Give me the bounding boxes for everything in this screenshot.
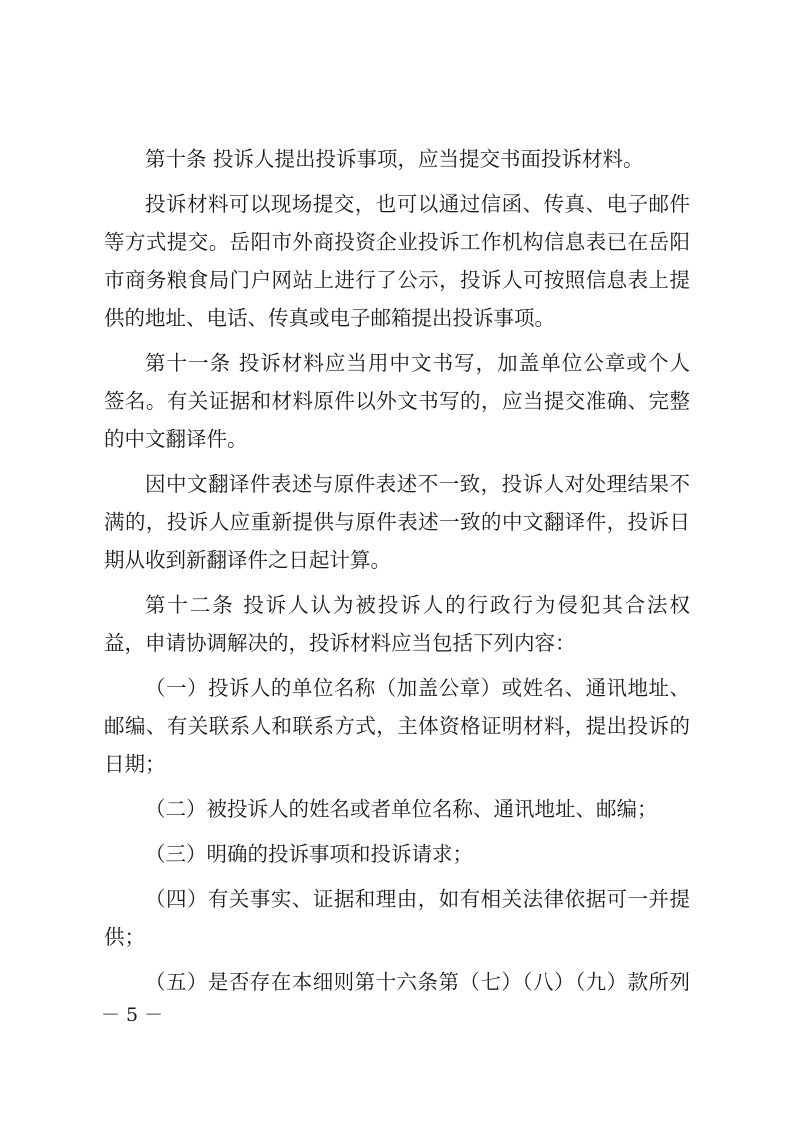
page-number: － 5 － xyxy=(101,1004,164,1026)
article-12-line-1: 第十二条 投诉人认为被投诉人的行政行为侵犯其合法权 xyxy=(145,593,690,617)
item-2-line-1: （二）被投诉人的姓名或者单位名称、通讯地址、邮编； xyxy=(145,797,658,821)
article-11-line-2: 签名。有关证据和材料原件以外文书写的，应当提交准确、完整 xyxy=(104,389,690,413)
article-11-line-1: 第十一条 投诉材料应当用中文书写，加盖单位公章或个人 xyxy=(145,351,690,375)
item-4-line-2: 供； xyxy=(104,925,145,949)
translation-clause-line-1: 因中文翻译件表述与原件表述不一致，投诉人对处理结果不 xyxy=(145,472,690,496)
translation-clause-line-2: 满的，投诉人应重新提供与原件表述一致的中文翻译件，投诉日 xyxy=(104,510,690,534)
item-5-line-1: （五）是否存在本细则第十六条第（七）（八）（九）款所列 xyxy=(145,970,690,994)
item-3-line-1: （三）明确的投诉事项和投诉请求； xyxy=(145,842,473,866)
submission-methods-line-1: 投诉材料可以现场提交，也可以通过信函、传真、电子邮件 xyxy=(145,192,690,216)
item-1-line-1: （一）投诉人的单位名称（加盖公章）或姓名、通讯地址、 xyxy=(145,676,690,700)
article-12-line-2: 益，申请协调解决的，投诉材料应当包括下列内容： xyxy=(104,631,576,655)
translation-clause-line-3: 期从收到新翻译件之日起计算。 xyxy=(104,548,391,572)
item-4-line-1: （四）有关事实、证据和理由，如有相关法律依据可一并提 xyxy=(145,887,690,911)
item-1-line-3: 日期； xyxy=(104,752,166,776)
article-10-line-1: 第十条 投诉人提出投诉事项，应当提交书面投诉材料。 xyxy=(145,147,644,171)
submission-methods-line-2: 等方式提交。岳阳市外商投资企业投诉工作机构信息表已在岳阳 xyxy=(104,230,690,254)
submission-methods-line-3: 市商务粮食局门户网站上进行了公示，投诉人可按照信息表上提 xyxy=(104,268,690,292)
item-1-line-2: 邮编、有关联系人和联系方式，主体资格证明材料，提出投诉的 xyxy=(104,714,690,738)
article-11-line-3: 的中文翻译件。 xyxy=(104,427,248,451)
document-body xyxy=(104,140,690,1001)
submission-methods-line-4: 供的地址、电话、传真或电子邮箱提出投诉事项。 xyxy=(104,306,555,330)
